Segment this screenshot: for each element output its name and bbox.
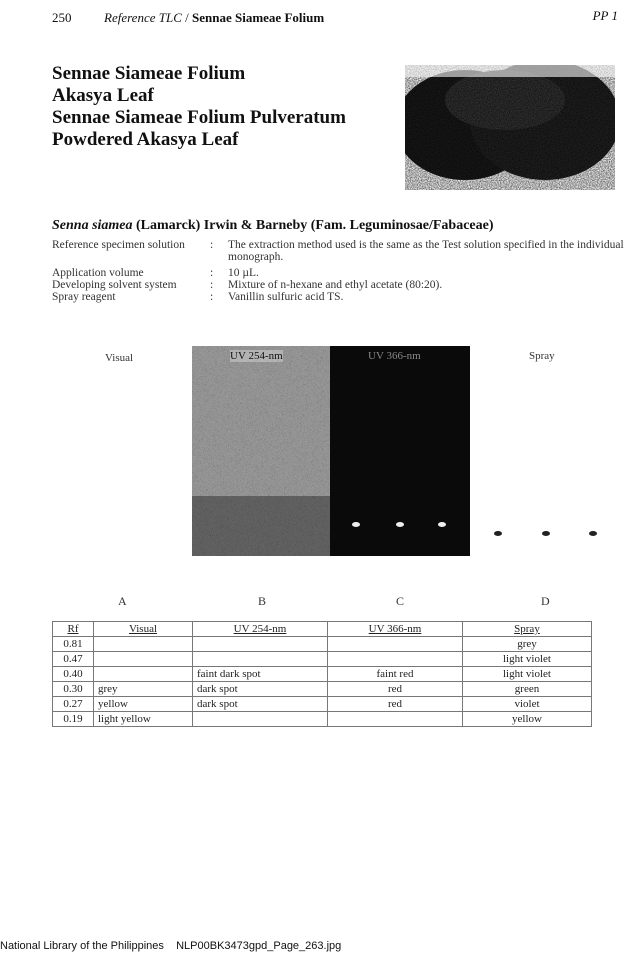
column-letter: D bbox=[541, 594, 550, 608]
rf-cell: 0.19 bbox=[53, 712, 94, 727]
table-cell: yellow bbox=[94, 697, 193, 712]
plate-label-uv366: UV 366-nm bbox=[368, 350, 421, 362]
spec-value: Vanillin sulfuric acid TS. bbox=[228, 291, 344, 303]
plate-uv254 bbox=[192, 346, 330, 556]
spec-label: Spray reagent bbox=[52, 291, 116, 303]
column-letter: B bbox=[258, 594, 267, 608]
species-binomial: Senna siamea bbox=[52, 218, 133, 233]
page-number: 250 bbox=[52, 10, 72, 25]
header-cell: UV 254-nm bbox=[193, 622, 328, 637]
table-cell: dark spot bbox=[193, 682, 328, 697]
table-cell: red bbox=[328, 697, 463, 712]
table-cell: yellow bbox=[463, 712, 592, 727]
spec-value: Mixture of n-hexane and ethyl acetate (80:20). bbox=[228, 279, 443, 291]
spec-colon: : bbox=[210, 291, 214, 303]
table-cell: red bbox=[328, 682, 463, 697]
plate-label-visual: Visual bbox=[105, 352, 134, 364]
table-cell: light violet bbox=[463, 652, 592, 667]
title-line: Sennae Siameae Folium Pulveratum bbox=[52, 107, 346, 128]
spray-spot bbox=[589, 531, 597, 536]
table-cell: green bbox=[463, 682, 592, 697]
table-cell: violet bbox=[463, 697, 592, 712]
spec-colon: : bbox=[210, 267, 214, 279]
table-cell: faint dark spot bbox=[193, 667, 328, 682]
uv366-spot bbox=[438, 522, 446, 527]
spec-value: 10 µL. bbox=[228, 267, 259, 279]
uv366-spot bbox=[396, 522, 404, 527]
rf-cell: 0.40 bbox=[53, 667, 94, 682]
spray-spot bbox=[494, 531, 502, 536]
column-letter: C bbox=[396, 594, 405, 608]
title-line: Akasya Leaf bbox=[52, 85, 154, 106]
table-cell bbox=[193, 637, 328, 652]
rf-cell: 0.47 bbox=[53, 652, 94, 667]
running-header bbox=[104, 10, 324, 26]
table-row bbox=[53, 667, 592, 682]
table-header-row bbox=[53, 622, 592, 637]
spec-value: The extraction method used is the same as the Test solution specified in the individual monograph. bbox=[228, 239, 624, 263]
table-cell bbox=[94, 652, 193, 667]
running-header-separator: / bbox=[185, 10, 189, 25]
plate-label-uv254: UV 254-nm bbox=[230, 350, 283, 362]
footer-library: National Library of the Philippines bbox=[0, 940, 164, 952]
spec-colon: : bbox=[210, 239, 214, 251]
species-name bbox=[52, 218, 494, 234]
spec-colon: : bbox=[210, 279, 214, 291]
running-header-title: Sennae Siameae Folium bbox=[192, 10, 325, 25]
spec-label: Application volume bbox=[52, 267, 144, 279]
table-cell bbox=[193, 652, 328, 667]
header-cell: Visual bbox=[94, 622, 193, 637]
table-cell: dark spot bbox=[193, 697, 328, 712]
table-cell bbox=[328, 712, 463, 727]
table-row bbox=[53, 637, 592, 652]
table-cell bbox=[328, 652, 463, 667]
table-cell bbox=[328, 637, 463, 652]
rf-table bbox=[52, 621, 592, 727]
table-cell: light yellow bbox=[94, 712, 193, 727]
header-cell: Spray bbox=[463, 622, 592, 637]
spray-spot bbox=[542, 531, 550, 536]
header-cell: UV 366-nm bbox=[328, 622, 463, 637]
rf-cell: 0.30 bbox=[53, 682, 94, 697]
table-cell: grey bbox=[94, 682, 193, 697]
table-cell: grey bbox=[463, 637, 592, 652]
table-cell bbox=[193, 712, 328, 727]
running-header-section: Reference TLC bbox=[104, 10, 182, 25]
title-line: Powdered Akasya Leaf bbox=[52, 129, 239, 150]
species-authority: (Lamarck) Irwin & Barneby (Fam. Leguminosae/Fabaceae) bbox=[136, 218, 494, 233]
table-cell: light violet bbox=[463, 667, 592, 682]
table-row bbox=[53, 697, 592, 712]
page-corner-label: PP 1 bbox=[592, 8, 618, 23]
rf-cell: 0.27 bbox=[53, 697, 94, 712]
column-letter: A bbox=[118, 594, 127, 608]
title-line: Sennae Siameae Folium bbox=[52, 63, 246, 84]
monograph-titles bbox=[52, 63, 346, 151]
table-row bbox=[53, 712, 592, 727]
table-cell bbox=[94, 637, 193, 652]
header-cell: Rf bbox=[53, 622, 94, 637]
uv366-spot bbox=[352, 522, 360, 527]
plate-uv366 bbox=[330, 346, 470, 556]
plate-uv254-noise bbox=[192, 346, 330, 556]
spec-label: Reference specimen solution bbox=[52, 239, 185, 251]
table-cell bbox=[94, 667, 193, 682]
spec-label: Developing solvent system bbox=[52, 279, 177, 291]
table-cell: faint red bbox=[328, 667, 463, 682]
rf-cell: 0.81 bbox=[53, 637, 94, 652]
table-row bbox=[53, 652, 592, 667]
plate-label-spray: Spray bbox=[529, 350, 555, 362]
footer-file: NLP00BK3473gpd_Page_263.jpg bbox=[176, 940, 342, 952]
tree-photo bbox=[405, 65, 615, 190]
table-row bbox=[53, 682, 592, 697]
footer bbox=[0, 940, 341, 952]
